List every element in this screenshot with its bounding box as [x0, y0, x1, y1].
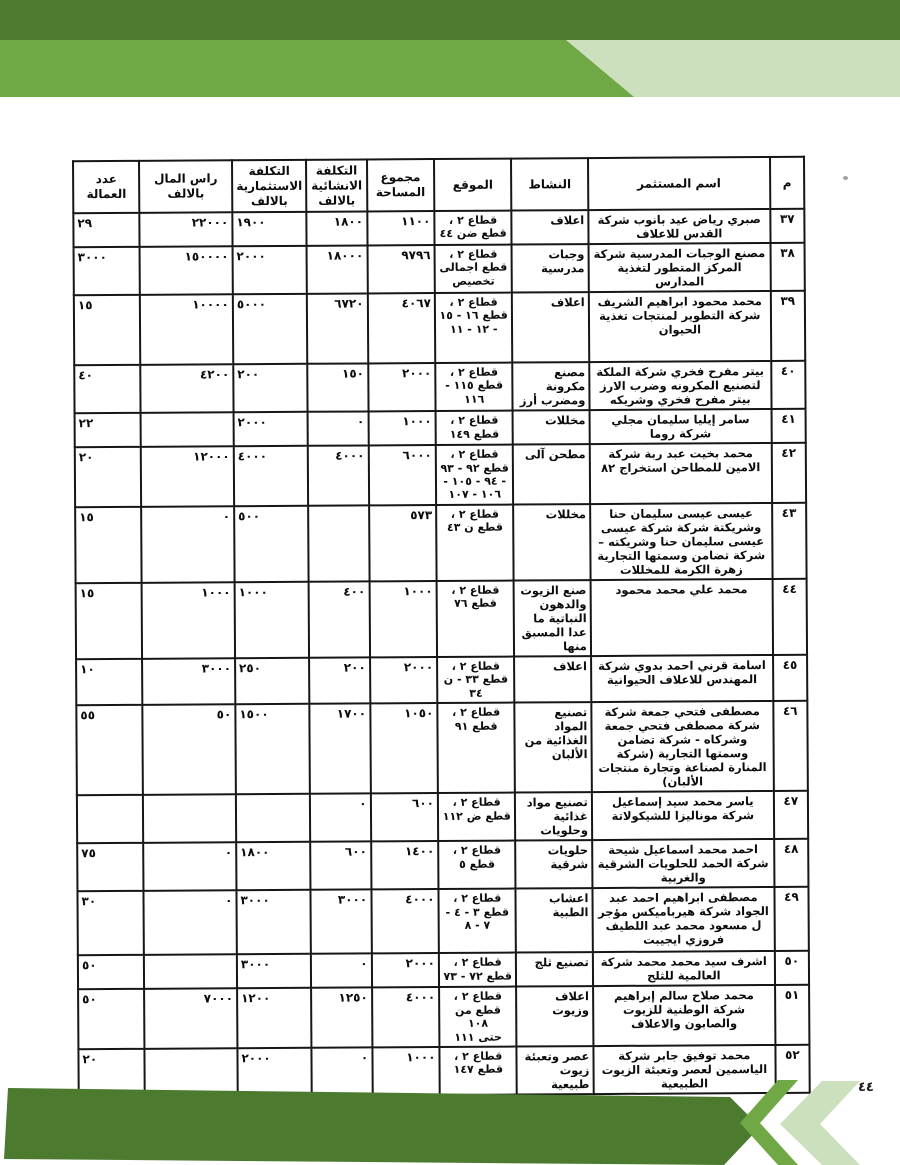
cell-location: قطاع ٢ ، قطع ٣ - ٤ - ٧ - ٨ — [438, 889, 516, 953]
cell-activity: عصر وتعبئة زيوت طبيعية — [517, 1046, 594, 1095]
cell-area: ١٠٠٠ — [369, 581, 437, 657]
cell-location: قطاع ٢ ، قطع ن ٤٣ — [436, 504, 514, 581]
cell-capital: ٣٠٠٠ — [142, 658, 235, 705]
cell-area: ٦٠٠ — [371, 793, 439, 841]
cell-area: ٤٠٦٧ — [367, 293, 435, 363]
column-header-no: م — [770, 157, 804, 209]
cell-area: ١٠٥٠ — [370, 703, 438, 794]
cell-construction: ٠ — [310, 794, 371, 842]
table-row — [77, 791, 808, 844]
cell-location: قطاع ٢ ، قطع ١١٥ - ١١٦ — [435, 363, 513, 412]
cell-investment: ١٥٠٠ — [235, 704, 310, 795]
table-row — [78, 985, 809, 1049]
table-row — [74, 361, 805, 414]
cell-capital: ٠ — [144, 891, 237, 956]
cell-activity: اعلاف — [512, 292, 589, 362]
cell-workers: ٤٠ — [74, 365, 141, 413]
cell-investment: ١٢٠٠ — [237, 988, 312, 1048]
cell-name: محمد صلاح سالم إبراهيم شركة الوطنية للزيوت والصابون والاعلاف — [593, 985, 775, 1046]
investors-table — [72, 156, 811, 1099]
banner-dark-bar — [0, 0, 900, 40]
cell-capital: ١٥٠٠٠٠ — [140, 246, 233, 295]
cell-no: ٤٦ — [773, 701, 808, 791]
cell-no: ٤٢ — [772, 443, 807, 503]
cell-no: ٤٥ — [773, 655, 807, 701]
cell-investment: ٣٠٠٠ — [236, 890, 311, 954]
column-header-investment: التكلفة الاستثمارية بالالف — [232, 160, 307, 212]
cell-construction: ١٧٠٠ — [310, 704, 371, 794]
cell-no: ٤٩ — [774, 887, 809, 951]
cell-name: مصطفى فتحي جمعة شركة شركة مصطفى فتحي جمعة وشركاه - شركة تضامن وسمتها التجارية (شركة المنارة لصناعة وتجارة منتجات الألبان) — [591, 701, 774, 792]
cell-area: ٩٧٩٦ — [367, 245, 435, 293]
cell-activity: تصنيع مواد غذائية وحلويات — [515, 792, 592, 841]
cell-construction: ١٨٠٠ — [307, 211, 368, 245]
cell-name: مصطفى ابراهيم احمد عبد الجواد شركة هيرباميكس مؤجر ل مسعود محمد عبد اللطيف فروزي ايجيبت — [592, 887, 774, 952]
cell-investment: ٤٠٠٠ — [234, 446, 309, 506]
cell-workers: ٥٠ — [78, 989, 145, 1049]
cell-activity: صنع الزيوت والدهون النباتية ما عدا المسبق منها — [514, 580, 591, 657]
column-header-area: مجموع المساحة — [367, 159, 435, 211]
cell-location: قطاع ٢ ، قطع ٥ — [438, 841, 516, 890]
cell-location: قطاع ٢ ، قطع من ١٠٨ حتى ١١١ — [439, 987, 517, 1047]
cell-activity: مطحن آلى — [513, 444, 590, 504]
cell-workers: ٢٩ — [73, 213, 140, 247]
table-row — [77, 887, 808, 955]
cell-investment: ٢٠٠٠ — [237, 1048, 312, 1097]
cell-capital: ٥٠ — [143, 704, 236, 795]
cell-name: سامر إيليا سليمان مجلي شركة روما — [589, 409, 771, 444]
cell-workers: ٢٠ — [78, 1049, 145, 1097]
cell-construction: ٠ — [308, 412, 369, 446]
cell-name: اسامة قرني احمد بدوي شركة المهندس للاعلاف الحيوانية — [591, 655, 773, 702]
cell-area: ٢٠٠٠ — [372, 953, 440, 987]
cell-investment: ١٠٠٠ — [235, 582, 310, 659]
table-row — [75, 503, 806, 584]
cell-capital: ٠ — [142, 506, 235, 583]
cell-no: ٣٩ — [771, 291, 806, 361]
cell-activity: اعلاف وزيوت — [517, 986, 594, 1046]
cell-location: قطاع ٢ ، قطع ٧٦ — [437, 580, 515, 657]
cell-location: قطاع ٢ ، قطع ٩٢ - ٩٣ - ٩٤ - ١٠٥ - ١٠٦ - ١٠٧ — [436, 445, 514, 505]
cell-area: ٢٠٠٠ — [368, 363, 436, 411]
table-row — [78, 951, 809, 989]
cell-location: قطاع ٢ ، قطع ١٤٧ — [439, 1047, 517, 1096]
cell-capital — [144, 955, 237, 990]
table-row — [74, 243, 805, 296]
cell-construction: ٤٠٠ — [309, 581, 370, 657]
cell-workers: ٢٢ — [75, 413, 142, 447]
cell-name: محمد بخيت عبد ربة شركة الامين للمطاحن استخراج ٨٢ — [590, 443, 772, 504]
cell-workers: ١٥ — [74, 295, 141, 365]
cell-activity: مصنع مكرونة ومضرب أرز — [513, 362, 590, 411]
cell-capital: ١٠٠٠٠ — [140, 294, 233, 365]
cell-location: قطاع ٢ ، قطع ٩١ — [437, 703, 515, 794]
cell-investment: ٥٠٠٠ — [233, 294, 308, 364]
table-row — [76, 579, 807, 660]
cell-area: ٤٠٠٠ — [372, 987, 440, 1047]
table-row — [75, 443, 806, 507]
cell-capital: ٠ — [144, 843, 237, 892]
cell-area: ٢٠٠٠ — [370, 657, 438, 704]
cell-construction: ١٥٠ — [308, 364, 369, 412]
cell-activity: مخللات — [513, 410, 590, 444]
table-header-row — [73, 157, 804, 213]
cell-construction — [308, 505, 369, 581]
cell-area: ٤٠٠٠ — [371, 889, 439, 953]
cell-name: صبري رياض عيد بانوب شركة القدس للاعلاف — [588, 209, 770, 244]
cell-activity: اعشاب الطبية — [516, 888, 593, 952]
cell-construction: ٠ — [312, 1047, 373, 1095]
cell-investment: ١٩٠٠ — [232, 212, 307, 246]
investors-table-grid — [72, 156, 811, 1099]
cell-area: ١١٠٠ — [367, 211, 435, 245]
cell-no: ٥٢ — [775, 1045, 809, 1093]
cell-workers: ٥٥ — [76, 705, 143, 795]
column-header-construction: التكلفة الانشائية بالالف — [306, 159, 367, 211]
cell-investment — [236, 794, 311, 843]
cell-capital: ٧٠٠٠ — [144, 989, 237, 1049]
cell-name: احمد محمد اسماعيل شيحة شركة الحمد للحلويات الشرقية والغربية — [592, 839, 774, 888]
cell-investment: ٢٠٠ — [233, 364, 308, 413]
cell-workers: ١٥ — [75, 507, 142, 583]
table-row — [73, 209, 804, 247]
cell-name: عيسى عيسى سليمان حنا وشريكتة شركة شركة عيسى عيسى سليمان حنا وشريكته – شركة تضامن وسمتها التجارية زهرة الكرمة للمخللات — [590, 503, 772, 580]
cell-workers: ١٠ — [76, 659, 143, 706]
cell-location: قطاع ٢ ، قطع ٣٣ - ن ٣٤ — [437, 656, 515, 703]
cell-workers: ٢٠ — [75, 447, 142, 507]
cell-location: قطاع ٢ ، قطع ٧٢ - ٧٣ — [439, 953, 517, 988]
cell-location: قطاع ٢ ، قطع ١٦ - ١٥ - ١٢ - ١١ — [435, 293, 513, 363]
cell-location: قطاع ٢ ، قطع ض ١١٢ — [438, 793, 516, 842]
cell-workers: ٣٠٠٠ — [74, 247, 141, 295]
scan-speck — [843, 176, 848, 180]
column-header-location: الموقع — [434, 159, 512, 211]
cell-area: ١٠٠٠ — [368, 411, 436, 445]
cell-area: ١٠٠٠ — [372, 1047, 440, 1095]
cell-investment: ٣٠٠٠ — [237, 954, 312, 988]
cell-no: ٤١ — [771, 409, 805, 443]
cell-investment: ٥٠٠ — [234, 506, 309, 583]
cell-capital: ١٠٠٠ — [142, 582, 235, 659]
cell-workers — [77, 795, 144, 843]
cell-location: قطاع ٢ ، قطع اجمالى تخصيص — [435, 245, 513, 294]
table-row — [77, 839, 808, 892]
cell-activity: مخللات — [514, 504, 591, 581]
cell-investment: ٢٠٠٠ — [232, 246, 307, 295]
cell-construction: ٢٠٠ — [309, 657, 370, 704]
cell-construction: ٤٠٠٠ — [308, 446, 369, 506]
cell-name: مصنع الوجبات المدرسية شركة المركز المتطور لتغذية المدارس — [588, 243, 770, 292]
cell-activity: تصنيع المواد الغذائية من الألبان — [515, 702, 592, 793]
cell-name: محمد علي محمد محمود — [590, 579, 772, 656]
cell-no: ٥٠ — [775, 951, 809, 985]
cell-no: ٤٠ — [771, 361, 805, 409]
cell-name: بيتر مفرح فخري شركة الملكة لتصنيع المكرونه وضرب الارز بيتر مفرح فخري وشريكه — [589, 361, 771, 410]
table-row — [78, 1045, 809, 1098]
cell-capital: ١٢٠٠٠ — [141, 446, 234, 506]
cell-capital: ٤٢٠٠ — [141, 364, 234, 413]
cell-no: ٣٨ — [770, 243, 804, 291]
cell-activity: تصنيع ثلج — [516, 952, 593, 986]
cell-workers: ٣٠ — [77, 891, 144, 955]
cell-no: ٤٧ — [774, 791, 808, 839]
cell-construction: ٣٠٠٠ — [311, 890, 372, 954]
table-row — [74, 291, 805, 365]
table-row — [76, 655, 807, 706]
column-header-capital: راس المال بالالف — [139, 160, 232, 213]
cell-location: قطاع ٢ ، قطع ١٤٩ — [436, 411, 514, 446]
cell-construction: ١٢٥٠ — [311, 988, 372, 1048]
cell-construction: ١٨٠٠٠ — [307, 245, 368, 293]
cell-activity: اعلاف — [514, 656, 591, 703]
cell-name: محمد توفيق جابر شركة الياسمين لعصر وتعبئة الزيوت الطبيعية — [593, 1045, 775, 1094]
cell-no: ٤٨ — [774, 839, 808, 887]
cell-no: ٤٤ — [772, 579, 807, 655]
cell-workers: ١٥ — [76, 583, 143, 659]
cell-capital: ٢٢٠٠٠ — [140, 212, 233, 247]
cell-area: ٦٠٠٠ — [368, 445, 436, 505]
page-number: ٤٤ — [858, 1080, 874, 1095]
cell-area: ١٤٠٠ — [371, 841, 439, 889]
cell-name: ياسر محمد سيد إسماعيل شركة موناليزا للشيكولاتة — [592, 791, 774, 840]
cell-area: ٥٧٣ — [369, 505, 437, 581]
cell-activity: وجبات مدرسية — [512, 244, 589, 293]
cell-activity: اعلاف — [512, 210, 589, 244]
column-header-name: اسم المستثمر — [588, 157, 770, 210]
cell-name: محمد محمود ابراهيم الشريف شركة التطوير لمنتجات تغذية الحيوان — [589, 291, 771, 362]
cell-workers: ٧٥ — [77, 843, 144, 891]
cell-no: ٥١ — [775, 985, 810, 1045]
table-row — [75, 409, 806, 447]
cell-activity: حلويات شرقية — [516, 840, 593, 889]
column-header-workers: عدد العمالة — [73, 161, 140, 213]
cell-capital — [143, 795, 236, 844]
cell-workers: ٥٠ — [78, 955, 145, 989]
table-row — [76, 701, 808, 796]
cell-investment: ٢٠٠٠ — [233, 412, 308, 446]
cell-construction: ٦٧٢٠ — [307, 294, 368, 364]
cell-name: اشرف سيد محمد محمد شركة العالمية للثلج — [593, 951, 775, 986]
cell-no: ٤٣ — [772, 503, 807, 579]
cell-location: قطاع ٢ ، قطع ضن ٤٤ — [434, 211, 512, 246]
column-header-activity: النشاط — [511, 158, 588, 210]
cell-investment: ١٨٠٠ — [236, 842, 311, 891]
cell-investment: ٢٥٠ — [235, 658, 310, 705]
cell-capital — [145, 1048, 238, 1097]
cell-construction: ٠ — [311, 954, 372, 988]
cell-no: ٣٧ — [770, 209, 804, 243]
cell-construction: ٦٠٠ — [311, 842, 372, 890]
cell-capital — [141, 412, 234, 447]
